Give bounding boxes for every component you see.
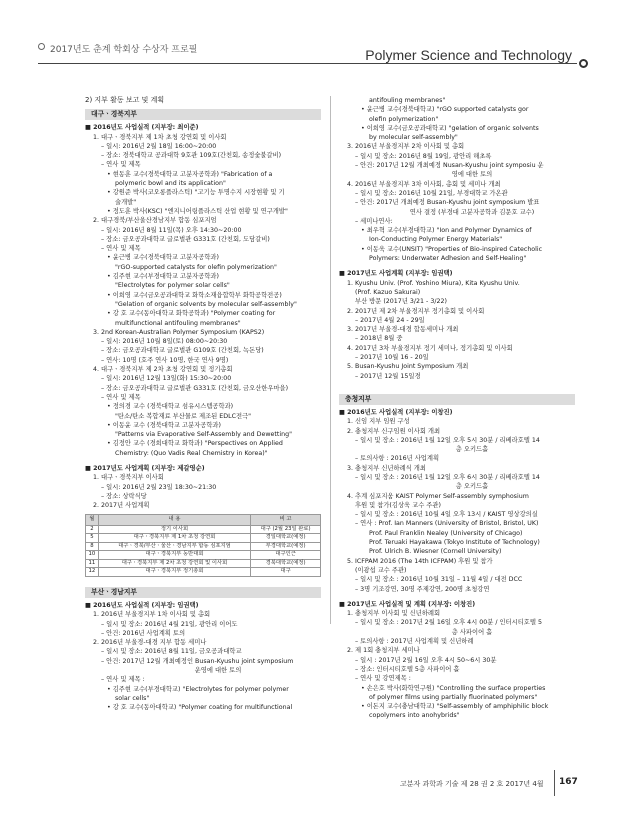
text-line: – 안건: 2017년 12월 개최예정인 Busan-Kyushu joint symposium — [101, 657, 294, 665]
table-cell: 대구 — [251, 568, 321, 577]
text-line: 층 사파이어 홀 — [451, 628, 493, 636]
text-line: – 일시 및 장소 : 2016년 1월 12일 오후 5시 30분 / 리베라호텔 14 — [355, 436, 540, 444]
text-line: – 3명 기조강연, 30명 주제강연, 200명 초청강연 — [355, 585, 490, 593]
text-line: • 강 호 교수(동아대학교) "Polymer coating for multifunctional — [107, 704, 293, 712]
text-line: • 김주현 교수(부경대학교 고분자공학과) — [107, 273, 219, 281]
text-line: "탄소/탄소 복합재료 부산물로 제조된 EDLC전극" — [115, 412, 252, 420]
text-line: • 이돈지 교수(충남대학교) "Self-assembly of amphiphilic block — [361, 703, 549, 711]
text-line: Chemistry: (Quo Vadis Real Chemistry in Korea)" — [115, 449, 268, 457]
text-line: 술개발" — [115, 198, 137, 206]
text-line: (Prof. Kazuo Sakurai) — [355, 288, 421, 296]
plan-table — [85, 514, 321, 577]
header-rule — [38, 63, 577, 64]
table-cell: 경일대학교(예정) — [251, 534, 321, 543]
text-line: – 일시 및 장소 : 2017년 2월 16일 오후 4시 00분 / 인터시티호텔 5 — [355, 619, 542, 627]
text-line: "Electrolytes for polymer solar cells" — [115, 282, 230, 290]
table-cell: 대구ㆍ경북/부산ㆍ울산ㆍ경남지부 합동 심포지엄 — [98, 542, 250, 551]
text-line: Prof. Paul Franklin Nealey (University of Chicago) — [369, 529, 523, 537]
header-end-circle-icon — [579, 59, 588, 68]
right-column — [339, 96, 575, 721]
intro-title: 2) 지부 활동 보고 및 계획 — [85, 96, 165, 104]
text-line: – 장소: 금오공과대학교 글로벌관 G331호 (간친회, 도담갈비) — [101, 235, 270, 243]
text-line: 1. 대구ㆍ경북지부 제 1차 초청 강연회 및 이사회 — [93, 133, 227, 141]
text-line: copolymers into anohybrids" — [369, 712, 460, 720]
text-line: 연사 결정 (부경대 고분자공학과 김문호 교수) — [409, 208, 535, 216]
table-cell: 5 — [86, 534, 99, 543]
text-line: • 윤근병 교수(경북대학교) "rGO supported catalysts gor — [361, 106, 529, 114]
text-line: • 이희영 교수(금오공과대학교 화학소재융합학부 화학공학전공) — [107, 291, 282, 299]
text-line: 3. 2nd Korean-Australian Polymer Symposium (KAPS2) — [93, 328, 265, 336]
section-lines — [339, 417, 575, 594]
text-line: • 강원준 박사(코오롱플라스틱) "고기능 투명수지 시장현황 및 기 — [107, 189, 285, 197]
text-line: – 일시 : 2017년 2월 16일 오후 4시 50~6시 30분 — [355, 656, 497, 664]
text-line: 부산 방문 (2017년 3/21 - 3/22) — [355, 298, 447, 306]
text-line: 5. Busan-Kyushu Joint Symposium 개최 — [347, 363, 469, 371]
text-line: – 장소: 금오공과대학교 글로벌관 G331호 (간친회, 금오산한우마을) — [101, 384, 289, 392]
text-line: – 연사 및 제목 — [101, 393, 141, 401]
year-heading: ■ 2016년도 사업실적 (지부장: 임권택) — [85, 601, 199, 609]
text-line: • 윤근병 교수(경북대학교 고분자공학과) — [107, 254, 219, 262]
year-heading: ■ 2017년도 사업계획 (지부장: 제갈영순) — [85, 464, 205, 472]
text-line: – 일시: 2016년 8월 11일(목) 오후 14:30~20:00 — [101, 226, 242, 234]
text-line: 2. 충청지부 신구임원 이사회 개최 — [347, 427, 441, 435]
table-cell: 8 — [86, 542, 99, 551]
section-lines — [85, 610, 321, 712]
footer-journal-info: 고분자 과학과 기술 제 28 권 2 호 2017년 4월 — [400, 780, 544, 788]
text-line: antifouling membranes" — [369, 97, 446, 104]
text-line: 4. 대구ㆍ경북지부 제 2차 초청 강연회 및 정기총회 — [93, 366, 233, 374]
text-line: 3. 2016년 부울경지부 2차 이사회 및 총회 — [347, 143, 465, 151]
journal-title: Polymer Science and Technology — [365, 47, 572, 63]
table-header-cell: 내 용 — [98, 515, 250, 526]
text-line: – 2018년 8월 중 — [355, 335, 403, 343]
table-cell: 대구ㆍ경북지부 정기총회 — [98, 568, 250, 577]
text-line: – 장소: 경북대학교 공과대학 9호관 109호(간친회, 송정숯불갈비) — [101, 152, 282, 160]
text-line: • 이동윤 교수 (경북대학교 고분자공학과) — [107, 421, 221, 429]
table-row — [86, 534, 321, 543]
table-cell: 대구 (2월 23일 완료) — [251, 525, 321, 534]
text-line: – 장소: 금오공과대학교 글로벌관 G109호 (간친회, 녹돈당) — [101, 347, 264, 355]
text-line: – 일시 및 장소: 2016년 8월 19일, 광안리 해초록 — [355, 152, 492, 160]
text-line: Prof. Teruaki Hayakawa (Tokyo Institute of Technology) — [369, 539, 540, 547]
section-header-daegu: 대구ㆍ경북지부 — [85, 109, 321, 120]
section-label: 2017년도 춘계 학회상 수상자 프로필 — [50, 45, 198, 55]
text-line: – 일시 및 장소: 2016년 8월 11일, 금오공과대학교 — [101, 648, 242, 656]
left-column — [85, 96, 321, 713]
text-line: – 연사 및 강연제목 : — [355, 675, 411, 683]
text-line: multifunctional antifouling membranes" — [115, 319, 241, 327]
text-line: 영에 대한 토의 — [451, 171, 493, 179]
text-line: solar cells" — [115, 694, 150, 702]
text-line: – 일시: 2016년 2월 18일 16:00~20:00 — [101, 142, 217, 150]
table-cell: 부경대학교(예정) — [251, 542, 321, 551]
table-cell: 11 — [86, 559, 99, 568]
text-line: – 연사 및 제목 : — [101, 676, 145, 684]
table-cell: 대구ㆍ경북지부 제 1차 초청 강연회 — [98, 534, 250, 543]
text-line: – 안건: 2016년 사업계획 토의 — [101, 629, 186, 637]
text-line: 3. 충청지부 신년하례식 개최 — [347, 464, 426, 472]
table-header-cell: 월 — [86, 515, 99, 526]
text-line: – 일시 및 장소: 2016년 4월 21일, 광안리 이어도 — [101, 620, 238, 628]
text-line: – 2017년 12월 15일경 — [355, 372, 421, 380]
text-line: "Patterns via Evaporative Self-Assembly and Dewetting" — [115, 431, 292, 439]
footer-divider — [554, 770, 555, 796]
text-line: Prof. Ulrich B. Wiesner (Cornell University) — [369, 548, 502, 556]
year-heading: ■ 2016년도 사업실적 (지부장: 최이준) — [85, 124, 199, 132]
section-lines — [339, 279, 575, 381]
text-line: – 일시 및 장소: 2016년 10월 21일, 부경대학교 가온관 — [355, 189, 508, 197]
table-row — [86, 551, 321, 560]
text-line: 1. 충청지부 이사회 및 신년하례회 — [347, 610, 441, 618]
table-row — [86, 568, 321, 577]
table-cell: 12 — [86, 568, 99, 577]
text-line: 1. 신임 지부 임원 구성 — [347, 418, 410, 426]
text-line: • 김주현 교수(부경대학교) "Electrolytes for polymer polymer — [107, 685, 289, 693]
text-line: • 현동훈 교수(경북대학교 고분자공학과) "Fabrication of a — [107, 170, 273, 178]
table-cell: 대구인근 — [251, 551, 321, 560]
table-cell: 정기 이사회 — [98, 525, 250, 534]
year-heading: ■ 2017년도 사업실적 및 계획 (지부장: 이창진) — [339, 600, 476, 608]
text-line: 2. 2017년 사업계획 — [93, 502, 150, 510]
text-line: – 연사 : Prof. Ian Manners (University of Bristol, Bristol, UK) — [355, 520, 539, 528]
text-line: – 2017년 10월 16 - 20일 — [355, 354, 429, 362]
text-line: 층 오키드홀 — [455, 483, 489, 491]
text-line: "Gelation of organic solvents by molecular self-assembly" — [115, 300, 297, 308]
text-line: Ion-Conducting Polymer Energy Materials" — [369, 236, 503, 244]
text-line: – 연사 및 제목 — [101, 245, 141, 253]
text-line: 1. Kyushu Univ. (Prof. Yoshino Miura), Kita Kyushu Univ. — [347, 279, 520, 287]
table-header-row — [86, 515, 321, 526]
text-line: • 이희영 교수(금오공과대학교) "gelation of organic solvents — [361, 124, 539, 132]
text-line: (이광섭 교수 주관) — [355, 566, 407, 574]
text-line: – 연사: 10명 (호주 연사 10명, 한국 연사 9명) — [101, 356, 229, 364]
text-line: polymeric bowl and its application" — [115, 180, 226, 188]
text-line: 4. 추계 심포지움 KAIST Polymer Self-assembly symphosium — [347, 492, 529, 500]
text-line: – 2017년 4월 24 - 29일 — [355, 316, 425, 324]
text-line: 후원 및 참가(김상욱 교수 주관) — [355, 501, 441, 509]
text-line: – 세미나연사: — [355, 217, 393, 225]
section-lines — [85, 473, 321, 510]
section-lines — [339, 609, 575, 721]
table-row — [86, 542, 321, 551]
table-row — [86, 559, 321, 568]
table-header-cell: 비 고 — [251, 515, 321, 526]
section-header-busan: 부산ㆍ경남지부 — [85, 587, 321, 598]
year-heading: ■ 2016년도 사업실적 (지부장: 이창진) — [339, 408, 453, 416]
text-line: 1. 대구ㆍ경북지부 이사회 — [93, 474, 164, 482]
text-line: 2. 2016년 부울경-대경 지부 합동 세미나 — [93, 639, 207, 647]
table-cell: 2 — [86, 525, 99, 534]
text-line: – 연사 및 제목 — [101, 161, 141, 169]
text-line: olefin polymerization" — [369, 115, 439, 123]
text-line: – 일시: 2016년 2월 23일 18:30~21:30 — [101, 483, 217, 491]
text-line: – 일시 및 장소 : 2016년 1월 12일 오후 6시 30분 / 리베라호텔 14 — [355, 473, 540, 481]
text-line: Polymers: Underwater Adhesion and Self-Healing" — [369, 255, 527, 263]
section-header-chungcheong: 충청지부 — [339, 394, 575, 405]
text-line: 2. 2017년 제 2차 부울경지부 정기총회 및 이사회 — [347, 307, 485, 315]
text-line: 4. 2016년 부울경지부 3차 이사회, 총회 및 세미나 개최 — [347, 180, 501, 188]
text-line: • 김정안 교수 (경희대학교 화학과) "Perspectives on Applied — [107, 440, 283, 448]
text-line: • 최우혁 교수(부경대학교) "Ion and Polymer Dynamics of — [361, 227, 532, 235]
table-cell: 대구ㆍ경북지부 동반대회 — [98, 551, 250, 560]
text-line: – 장소: 상락식당 — [101, 492, 147, 500]
page-number: 167 — [559, 777, 578, 787]
text-line: – 토의사항 : 2016년 사업계획 — [355, 455, 440, 463]
table-cell: 10 — [86, 551, 99, 560]
section-lines — [85, 133, 321, 458]
text-line: – 일시: 2016년 12월 13일(화) 15:30~20:00 — [101, 375, 232, 383]
text-line: – 안건: 2017년 개최예정 Busan-Kyushu joint symposium 발표 — [355, 199, 540, 207]
text-line: • 정의경 교수 (경북대학교 섬유시스템공학과) — [107, 403, 234, 411]
text-line: • 이동욱 교수(UNSIT) "Properties of Bio-inspired Catecholic — [361, 245, 543, 253]
text-line: 4. 2017년 3차 부울경지부 정기 세미나, 정기총회 및 이사회 — [347, 344, 513, 352]
text-line: – 안건: 2017년 12월 개최예정 Nusan-Kyushu joint symposiu 운 — [355, 162, 544, 170]
text-line: 3. 2017년 부울경-대경 합동세미나 개최 — [347, 326, 459, 334]
text-line: – 장소: 인터시티호텔 5층 사파이어 홀 — [355, 665, 460, 673]
text-line: – 일시: 2016년 10월 8일(토) 08:00~20:30 — [101, 338, 228, 346]
text-line: 2. 대구경북/부산울산경남지부 합동 심포지엄 — [93, 217, 217, 225]
text-line: 2. 제 1회 충청지부 세미나 — [347, 647, 420, 655]
header-circle-icon — [38, 43, 45, 50]
table-body — [86, 525, 321, 576]
table-row — [86, 525, 321, 534]
text-line: • 손은호 박사(화학연구원) "Controlling the surface properties — [361, 684, 546, 692]
text-line: – 일시 및 장소 : 2016년 10월 4일 오후 13시 / KAIST 영상강의실 — [355, 511, 538, 519]
text-line: – 일시 및 장소 : 2016년 10월 31일 – 11월 4일 / 대전 DCC — [355, 576, 523, 584]
text-line: 층 오키드홀 — [455, 446, 489, 454]
section-lines — [339, 96, 575, 263]
table-cell: 경북대학교(예정) — [251, 559, 321, 568]
column-divider — [330, 96, 331, 624]
text-line: • 정도훈 박사(KSC) "엔지니어링플라스틱 산업 현황 및 연구개발" — [107, 207, 288, 215]
text-line: by molecular self-assembly" — [369, 134, 458, 142]
text-line: – 토의사항 : 2017년 사업계획 및 신년하례 — [355, 638, 474, 646]
text-line: 1. 2016년 부울경지부 1차 이사회 및 총회 — [93, 611, 211, 619]
table-cell: 대구ㆍ경북지부 제 2차 초청 강연회 및 이사회 — [98, 559, 250, 568]
text-line: • 강 호 교수(동아대학교 화학공학과) "Polymer coating for — [107, 310, 276, 318]
year-heading: ■ 2017년도 사업계획 (지부장: 임권택) — [339, 270, 453, 278]
article-body — [85, 96, 580, 766]
text-line: "rGO-supported catalysts for olefin polymerization" — [115, 263, 277, 271]
text-line: 운영에 대한 토의 — [194, 667, 242, 675]
text-line: of polymer films using partially fluorinated polymers" — [369, 693, 538, 701]
text-line: 5. ICFPAM 2016 (The 14th ICFPAM) 후원 및 참가 — [347, 557, 493, 565]
